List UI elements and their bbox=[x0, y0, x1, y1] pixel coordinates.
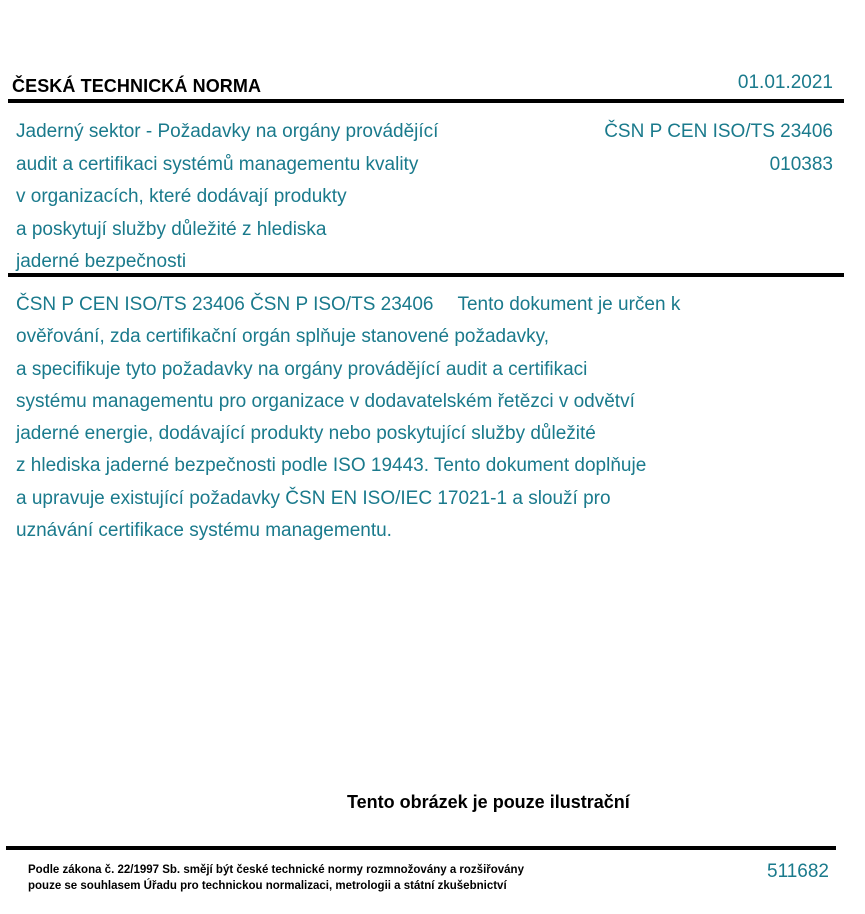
top-divider bbox=[8, 99, 844, 103]
illustration-note: Tento obrázek je pouze ilustrační bbox=[347, 792, 630, 812]
standard-title bbox=[16, 116, 536, 279]
title-line: a poskytují služby důležité z hlediska bbox=[16, 218, 327, 240]
legal-notice bbox=[28, 862, 524, 894]
title-line: Jaderný sektor - Požadavky na orgány provádějící bbox=[16, 121, 439, 142]
description-line: jaderné energie, dodávající produkty nebo poskytující služby důležité bbox=[16, 423, 596, 445]
legal-line: Podle zákona č. 22/1997 Sb. smějí být české technické normy rozmnožovány a rozšiřovány bbox=[28, 864, 524, 876]
description-line: a upravuje existující požadavky ČSN EN ISO/IEC 17021-1 a slouží pro bbox=[16, 487, 611, 509]
description-text: Tento dokument je určen k bbox=[457, 294, 681, 315]
standard-code: ČSN P CEN ISO/TS 23406 bbox=[604, 121, 833, 142]
footer-divider bbox=[6, 846, 836, 850]
standard-description bbox=[16, 289, 806, 547]
legal-line: pouze se souhlasem Úřadu pro technickou normalizaci, metrologii a státní zkušebnictví bbox=[28, 880, 507, 892]
title-line: audit a certifikaci systémů managementu kvality bbox=[16, 153, 419, 175]
description-line: systému managementu pro organizace v dodavatelském řetězci v odvětví bbox=[16, 390, 635, 412]
title-line: jaderné bezpečnosti bbox=[16, 251, 187, 272]
effective-date: 01.01.2021 bbox=[737, 72, 833, 93]
norm-heading: ČESKÁ TECHNICKÁ NORMA bbox=[12, 76, 262, 96]
description-line: z hlediska jaderné bezpečnosti podle ISO 19443. Tento dokument doplňuje bbox=[16, 455, 647, 477]
description-line: uznávání certifikace systému managementu. bbox=[16, 520, 392, 542]
description-line: ověřování, zda certifikační orgán splňuje stanovené požadavky, bbox=[16, 326, 550, 348]
document-number: 511682 bbox=[767, 861, 829, 882]
standard-identifiers bbox=[604, 116, 833, 181]
description-line bbox=[16, 289, 806, 321]
description-line: a specifikuje tyto požadavky na orgány provádějící audit a certifikaci bbox=[16, 358, 588, 380]
title-line: v organizacích, které dodávají produkty bbox=[16, 186, 347, 207]
related-standards: ČSN P CEN ISO/TS 23406 ČSN P ISO/TS 23406 bbox=[16, 294, 434, 315]
class-number: 010383 bbox=[769, 153, 833, 175]
middle-divider bbox=[8, 273, 844, 277]
